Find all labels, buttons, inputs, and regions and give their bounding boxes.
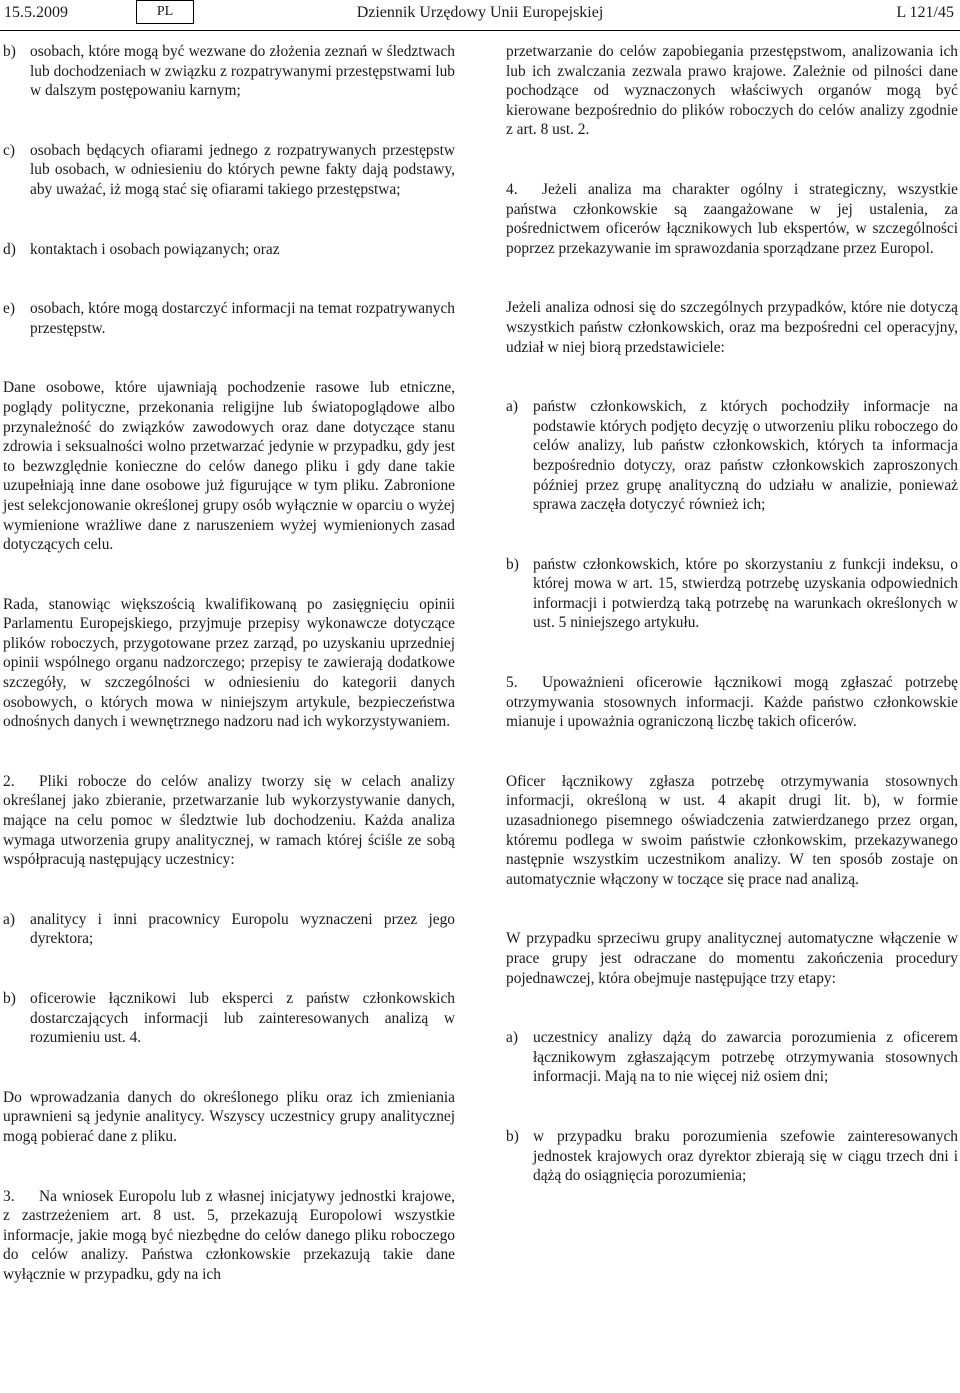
list-item: b) oficerowie łącznikowi lub eksperci z państw członkowskich dostarczających informacji lub zainteresowanych analizą w rozumieniu ust. 4. xyxy=(3,990,455,1047)
paragraph: przetwarzanie do celów zapobiegania przestępstwom, analizowania ich lub ich zwalczania zezwala prawo krajowe. Zależnie od pilności dane pochodzące od wyznaczonych właściwych organów mogą być kierowane bezpośrednio do plików roboczych do celów analizy zgodnie z art. 8 ust. 2. xyxy=(506,43,958,139)
left-column xyxy=(3,42,455,1285)
numbered-paragraph: 3. Na wniosek Europolu lub z własnej inicjatywy jednostki krajowe, z zastrzeżeniem art. 8 ust. 5, przekazują Europolowi wszystkie informacje, jakie mogą być niezbędne do celów danego pliku roboczego do celów analizy. Państwa członkowskie przekazują takie dane wyłącznie w przypadku, gdy na ich xyxy=(3,1187,455,1283)
paragraph: Jeżeli analiza odnosi się do szczególnych przypadków, które nie dotyczą wszystkich państw członkowskich, oraz ma bezpośredni cel operacyjny, udział w niej biorą przedstawiciele: xyxy=(506,299,958,356)
paragraph: Dane osobowe, które ujawniają pochodzenie rasowe lub etniczne, poglądy polityczne, przekonania religijne lub światopoglądowe albo przynależność do związków zawodowych oraz dane dotyczące stanu zdrowia i seksualności wolno przetwarzać jedynie w przypadku, gdy jest to bezwzględnie konieczne do celów danego pliku i gdy dane takie uzupełniają inne dane osobowe już figurujące w tym pliku. Zabronione jest selekcjonowanie określonej grupy osób wyłącznie w oparciu o wyżej wymienione wrażliwe dane z naruszeniem wyżej wymienionych zasad dotyczących celu. xyxy=(3,379,455,554)
list-item: e) osobach, które mogą dostarczyć informacji na temat rozpatrywanych przestępstw. xyxy=(3,300,455,337)
list-item: b) w przypadku braku porozumienia szefowie zainteresowanych jednostek krajowych oraz dyrektor zbierają się w ciągu trzech dni i dążą do osiągnięcia porozumienia; xyxy=(506,1127,958,1185)
list-item: a) państw członkowskich, z których pochodziły informacje na podstawie których podjęto decyzję o utworzeniu pliku roboczego do celów analizy, lub państw członkowskich, których ta informacja bezpośrednio dotyczy, oraz państw członkowskich zaproszonych później przez grupę analityczną do udziału w analizie, ponieważ sprawa zaczęła dotyczyć również ich; xyxy=(506,398,958,514)
numbered-paragraph: 5. Upoważnieni oficerowie łącznikowi mogą zgłaszać potrzebę otrzymywania stosownych informacji. Każde państwo członkowskie mianuje i upoważnia ograniczoną liczbę takich oficerów. xyxy=(506,674,958,731)
list-item: d) kontaktach i osobach powiązanych; oraz xyxy=(3,240,280,258)
language-badge: PL xyxy=(136,0,194,24)
list-item: c) osobach będących ofiarami jednego z rozpatrywanych przestępstw lub osobach, w odniesieniu do których pewne fakty dają podstawy, aby uważać, iż mogą stać się ofiarami takiego przestępstwa; xyxy=(3,141,455,198)
paragraph: W przypadku sprzeciwu grupy analitycznej automatyczne włączenie w prace grupy jest odraczane do momentu zakończenia procedury pojednawczej, która obejmuje następujące trzy etapy: xyxy=(506,930,958,987)
page-header xyxy=(0,0,960,32)
numbered-paragraph: 4. Jeżeli analiza ma charakter ogólny i strategiczny, wszystkie państwa członkowskie są zaangażowane w jej ustalenia, za pośrednictwem oficerów łącznikowych lub ekspertów, w szczególności poprzez przekazywanie im sprawozdania sporządzane przez Europol. xyxy=(506,180,958,257)
paragraph: Rada, stanowiąc większością kwalifikowaną po zasięgnięciu opinii Parlamentu Europejskiego, przyjmuje przepisy wykonawcze dotyczące plików roboczych, przygotowane przez zarząd, po uzyskaniu uprzedniej opinii wspólnego organu nadzorczego; przepisy te zawierają dodatkowe szczegóły, w szczególności w odniesieniu do kategorii danych osobowych, o których mowa w niniejszym artykule, bezpieczeństwa odnośnych danych i wewnętrznego nadzoru nad ich wykorzystywaniem. xyxy=(3,595,455,731)
right-column xyxy=(506,42,958,1186)
list-item: a) analitycy i inni pracownicy Europolu wyznaczeni przez jego dyrektora; xyxy=(3,910,455,948)
numbered-paragraph: 2. Pliki robocze do celów analizy tworzy się w celach analizy określanej jako zbieranie, przetwarzanie lub wykorzystywanie danych, mające na celu pomoc w śledztwie lub dochodzeniu. Każda analiza wymaga utworzenia grupy analitycznej, w ramach której ściśle ze sobą współpracują następujący uczestnicy: xyxy=(3,772,455,869)
header-rule xyxy=(0,30,960,31)
list-item: a) uczestnicy analizy dążą do zawarcia porozumienia z oficerem łącznikowym zgłaszającym potrzebę otrzymywania stosownych informacji. Mają na to nie więcej niż osiem dni; xyxy=(506,1029,958,1086)
publication-date: 15.5.2009 xyxy=(4,4,68,21)
page-number: L 121/45 xyxy=(896,4,954,21)
paragraph: Oficer łącznikowy zgłasza potrzebę otrzymywania stosownych informacji, określoną w ust. 4 akapit drugi lit. b), w formie uzasadnionego pisemnego oświadczenia zatwierdzanego przez organ, któremu podlega w swoim państwie członkowskim, przekazywanego następnie wszystkim uczestnikom analizy. W ten sposób zostaje on automatycznie włączony w toczące się prace nad analizą. xyxy=(506,772,958,888)
paragraph: Do wprowadzania danych do określonego pliku oraz ich zmieniania uprawnieni są jedynie analitycy. Wszyscy uczestnicy grupy analitycznej mogą pobierać dane z pliku. xyxy=(3,1088,455,1145)
list-item: b) państw członkowskich, które po skorzystaniu z funkcji indeksu, o której mowa w art. 15, stwierdzą potrzebę uzyskania odpowiednich informacji i potwierdzą taką potrzebę na warunkach określonych w ust. 5 niniejszego artykułu. xyxy=(506,555,958,632)
list-item: b) osobach, które mogą być wezwane do złożenia zeznań w śledztwach lub dochodzeniach w związku z rozpatrywanymi przestępstwami lub w dalszym postępowaniu karnym; xyxy=(3,43,455,100)
journal-title: Dziennik Urzędowy Unii Europejskiej xyxy=(356,4,604,21)
